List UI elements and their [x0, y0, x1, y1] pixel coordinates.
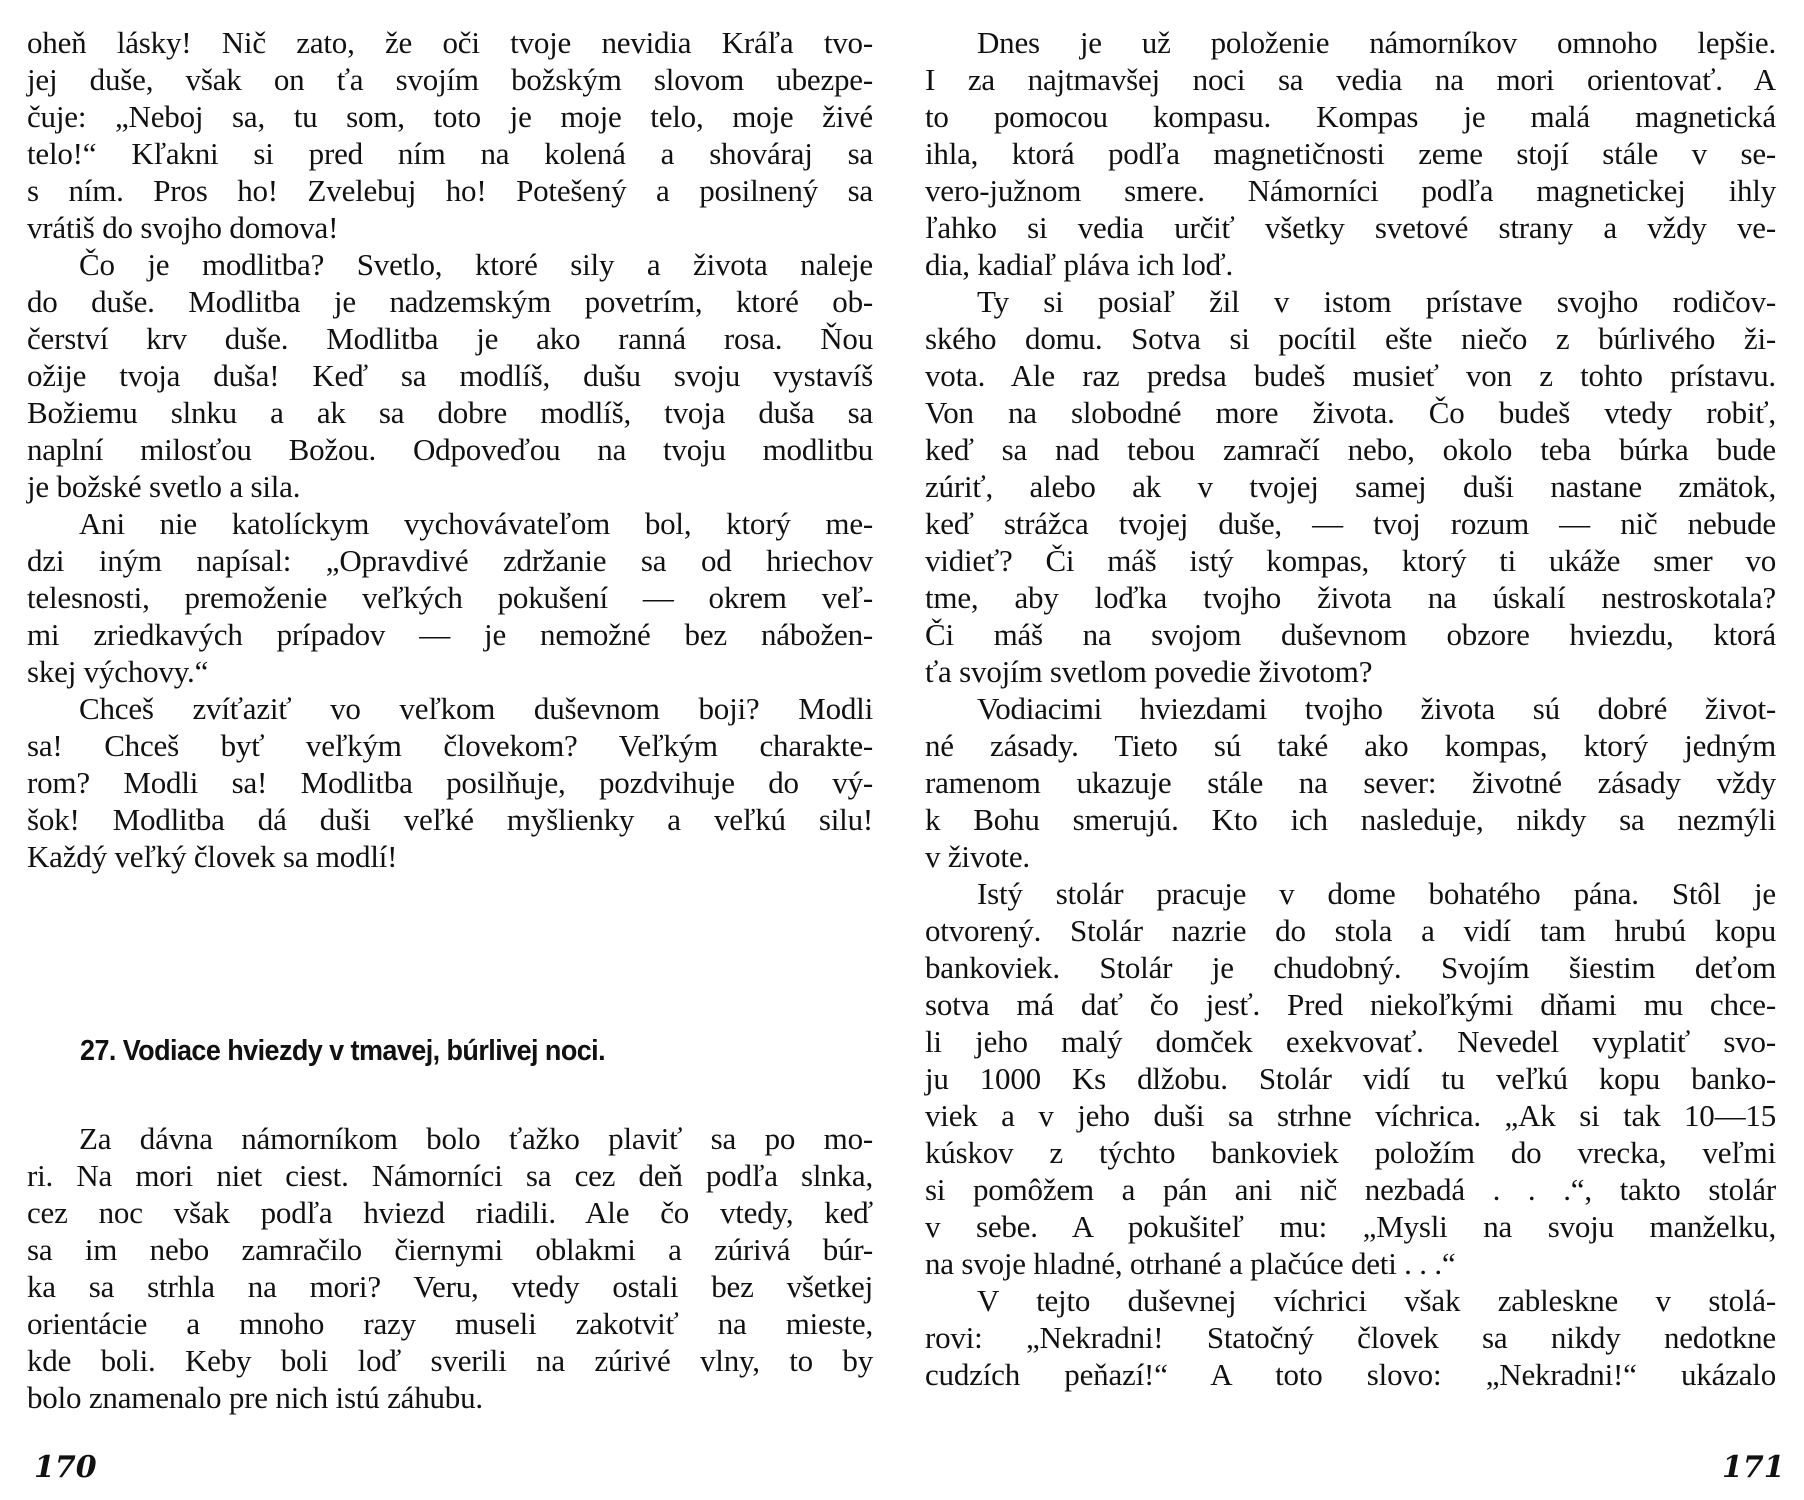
- text-line: V tejto duševnej víchrici však zableskne v stolá-: [977, 1283, 1776, 1318]
- text-line: si pomôžem a pán ani nič nezbadá . . .“, takto stolár: [925, 1172, 1776, 1207]
- text-line: čuje: „Neboj sa, tu som, toto je moje telo, moje živé: [27, 99, 873, 134]
- text-line: ihla, ktorá podľa magnetičnosti zeme stojí stále v se-: [925, 136, 1776, 171]
- text-line: je božské svetlo a sila.: [27, 469, 301, 504]
- text-line: rom? Modli sa! Modlitba posilňuje, pozdvihuje do vý-: [27, 765, 873, 800]
- text-line: na svoje hladné, otrhané a plačúce deti . . .“: [925, 1246, 1456, 1281]
- text-line: viek a v jeho duši sa strhne víchrica. „Ak si tak 10—15: [925, 1098, 1776, 1133]
- text-line: s ním. Pros ho! Zvelebuj ho! Potešený a posilnený sa: [27, 173, 873, 208]
- text-line: ju 1000 Ks dlžobu. Stolár vidí tu veľkú kopu banko-: [925, 1061, 1776, 1096]
- text-line: oheň lásky! Nič zato, že oči tvoje nevidia Kráľa tvo-: [27, 25, 873, 60]
- text-line: Čo je modlitba? Svetlo, ktoré sily a života naleje: [79, 247, 873, 282]
- text-line: bolo znamenalo pre nich istú záhubu.: [27, 1380, 483, 1415]
- text-line: kúskov z týchto bankoviek položím do vrecka, veľmi: [925, 1135, 1776, 1170]
- text-line: skej výchovy.“: [27, 654, 209, 689]
- text-line: Istý stolár pracuje v dome bohatého pána. Stôl je: [977, 876, 1776, 911]
- text-line: Za dávna námorníkom bolo ťažko plaviť sa po mo-: [79, 1121, 873, 1156]
- text-line: keď sa nad tebou zamračí nebo, okolo teba búrka bude: [925, 432, 1776, 467]
- text-line: sa im nebo zamračilo čiernymi oblakmi a zúrivá búr-: [27, 1232, 873, 1267]
- text-line: telesnosti, premoženie veľkých pokušení — okrem veľ-: [27, 580, 873, 615]
- text-line: Ani nie katolíckym vychovávateľom bol, ktorý me-: [79, 506, 873, 541]
- left-page-top-text: [27, 24, 873, 875]
- text-line: Chceš zvíťaziť vo veľkom duševnom boji? Modli: [79, 691, 873, 726]
- text-line: sa! Chceš byť veľkým človekom? Veľkým charakte-: [27, 728, 873, 763]
- text-line: Božiemu slnku a ak sa dobre modlíš, tvoja duša sa: [27, 395, 873, 430]
- text-line: ťa svojím svetlom povedie životom?: [925, 654, 1373, 689]
- text-line: ramenom ukazuje stále na sever: životné zásady vždy: [925, 765, 1776, 800]
- text-line: jej duše, však on ťa svojím božským slovom ubezpe-: [27, 62, 873, 97]
- text-line: né zásady. Tieto sú také ako kompas, ktorý jedným: [925, 728, 1776, 763]
- text-line: dia, kadiaľ pláva ich loď.: [925, 247, 1234, 282]
- text-line: v živote.: [925, 839, 1030, 874]
- text-line: kde boli. Keby boli loď sverili na zúrivé vlny, to by: [27, 1343, 873, 1378]
- right-page-text: [925, 24, 1776, 1393]
- text-line: li jeho malý domček exekvovať. Nevedel vyplatiť svo-: [925, 1024, 1776, 1059]
- text-line: Dnes je už položenie námorníkov omnoho lepšie.: [977, 25, 1776, 60]
- text-line: cudzích peňazí!“ A toto slovo: „Nekradni!“ ukázalo: [925, 1357, 1776, 1392]
- text-line: Každý veľký človek sa modlí!: [27, 839, 398, 874]
- text-line: Von na slobodné more života. Čo budeš vtedy robiť,: [925, 395, 1776, 430]
- text-line: telo!“ Kľakni si pred ním na kolená a shováraj sa: [27, 136, 873, 171]
- text-line: v sebe. A pokušiteľ mu: „Mysli na svoju manželku,: [925, 1209, 1776, 1244]
- text-line: dzi iným napísal: „Opravdivé zdržanie sa od hriechov: [27, 543, 873, 578]
- text-line: bankoviek. Stolár je chudobný. Svojím šiestim deťom: [925, 950, 1776, 985]
- text-line: I za najtmavšej noci sa vedia na mori orientovať. A: [925, 62, 1776, 97]
- text-line: otvorený. Stolár nazrie do stola a vidí tam hrubú kopu: [925, 913, 1776, 948]
- text-line: vota. Ale raz predsa budeš musieť von z tohto prístavu.: [925, 358, 1776, 393]
- text-line: sotva má dať čo jesť. Pred niekoľkými dňami mu chce-: [925, 987, 1776, 1022]
- text-line: Či máš na svojom duševnom obzore hviezdu, ktorá: [925, 617, 1776, 652]
- text-line: ľahko si vedia určiť všetky svetové strany a vždy ve-: [925, 210, 1776, 245]
- chapter-heading: 27. Vodiace hviezdy v tmavej, búrlivej noci.: [80, 1035, 606, 1067]
- text-line: čerství krv duše. Modlitba je ako ranná rosa. Ňou: [27, 321, 873, 356]
- text-line: naplní milosťou Božou. Odpoveďou na tvoju modlitbu: [27, 432, 873, 467]
- text-line: Vodiacimi hviezdami tvojho života sú dobré život-: [977, 691, 1776, 726]
- text-line: cez noc však podľa hviezd riadili. Ale čo vtedy, keď: [27, 1195, 873, 1230]
- text-line: to pomocou kompasu. Kompas je malá magnetická: [925, 99, 1776, 134]
- text-line: vrátiš do svojho domova!: [27, 210, 339, 245]
- text-line: tme, aby loďka tvojho života na úskalí nestroskotala?: [925, 580, 1776, 615]
- text-line: k Bohu smerujú. Kto ich nasleduje, nikdy sa nezmýli: [925, 802, 1776, 837]
- text-line: ožije tvoja duša! Keď sa modlíš, dušu svoju vystavíš: [27, 358, 873, 393]
- text-line: mi zriedkavých prípadov — je nemožné bez nábožen-: [27, 617, 873, 652]
- text-line: rovi: „Nekradni! Statočný človek sa nikdy nedotkne: [925, 1320, 1776, 1355]
- page-number-left: 170: [34, 1450, 97, 1485]
- text-line: vidieť? Či máš istý kompas, ktorý ti ukáže smer vo: [925, 543, 1776, 578]
- text-line: vero-južnom smere. Námorníci podľa magnetickej ihly: [925, 173, 1776, 208]
- text-line: ského domu. Sotva si pocítil ešte niečo z búrlivého ži-: [925, 321, 1776, 356]
- text-line: zúriť, alebo ak v tvojej samej duši nastane zmätok,: [925, 469, 1776, 504]
- text-line: do duše. Modlitba je nadzemským povetrím, ktoré ob-: [27, 284, 873, 319]
- text-line: ka sa strhla na mori? Veru, vtedy ostali bez všetkej: [27, 1269, 873, 1304]
- text-line: šok! Modlitba dá duši veľké myšlienky a veľkú silu!: [27, 802, 873, 837]
- text-line: keď strážca tvojej duše, — tvoj rozum — nič nebude: [925, 506, 1776, 541]
- text-line: orientácie a mnoho razy museli zakotviť na mieste,: [27, 1306, 873, 1341]
- page-number-right: 171: [1722, 1450, 1785, 1485]
- left-page-bottom-text: [27, 1120, 873, 1416]
- text-line: ri. Na mori niet ciest. Námorníci sa cez deň podľa slnka,: [27, 1158, 873, 1193]
- text-line: Ty si posiaľ žil v istom prístave svojho rodičov-: [977, 284, 1776, 319]
